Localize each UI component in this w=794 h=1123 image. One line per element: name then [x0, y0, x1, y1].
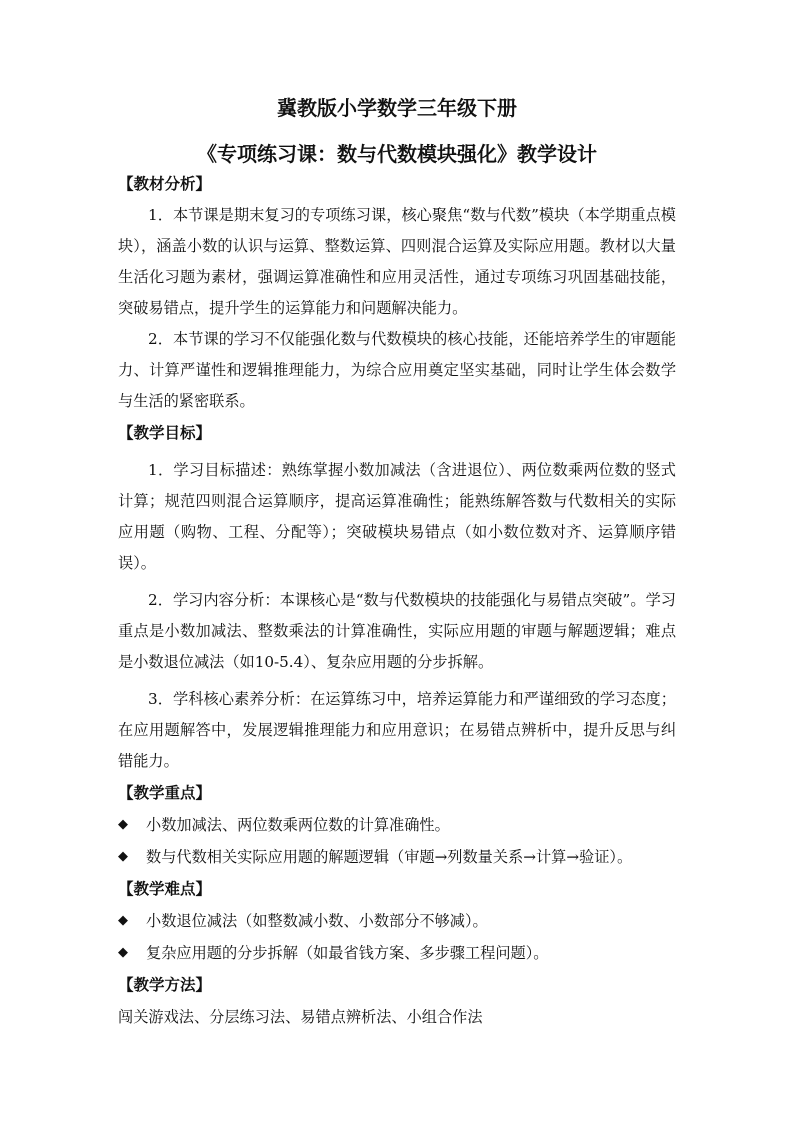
diamond-bullet-icon: ◆ — [118, 913, 128, 928]
document-title-line2: 《专项练习课：数与代数模块强化》教学设计 — [197, 142, 597, 166]
difficulty-text: 小数退位减法（如整数减小数、小数部分不够减）。 — [146, 912, 488, 930]
objectives-paragraph-3: 3．学科核心素养分析：在运算练习中，培养运算能力和严谨细致的学习态度；在应用题解答中，发展逻辑推理能力和应用意识；在易错点辨析中，提升反思与纠错能力。 — [118, 690, 676, 770]
section-heading-key-points: 【教学重点】 — [118, 783, 212, 802]
key-point-text: 数与代数相关实际应用题的解题逻辑（审题→列数量关系→计算→验证）。 — [146, 848, 633, 866]
document-title-line1: 冀教版小学数学三年级下册 — [277, 96, 517, 120]
diamond-bullet-icon: ◆ — [118, 945, 128, 960]
section-key-points — [118, 777, 676, 873]
section-methods — [118, 969, 676, 1033]
analysis-paragraph-2: 2．本节课的学习不仅能强化数与代数模块的核心技能，还能培养学生的审题能力、计算严谨性和逻辑推理能力，为综合应用奠定坚实基础，同时让学生体会数学与生活的紧密联系。 — [118, 330, 676, 410]
analysis-paragraph-1: 1．本节课是期末复习的专项练习课，核心聚焦“数与代数”模块（本学期重点模块），涵盖小数的认识与运算、整数运算、四则混合运算及实际应用题。教材以大量生活化习题为素材，强调运算准确性和应用灵活性，通过专项练习巩固基础技能，突破易错点，提升学生的运算能力和问题解决能力。 — [118, 206, 676, 317]
methods-text: 闯关游戏法、分层练习法、易错点辨析法、小组合作法 — [118, 1008, 483, 1026]
diamond-bullet-icon: ◆ — [118, 849, 128, 864]
objectives-paragraph-2: 2．学习内容分析：本课核心是“数与代数模块的技能强化与易错点突破”。学习重点是小数加减法、整数乘法的计算准确性，实际应用题的审题与解题逻辑；难点是小数退位减法（如10-5.4）、复杂应用题的分步拆解。 — [118, 591, 676, 671]
section-heading-objectives: 【教学目标】 — [118, 423, 212, 442]
key-point-item — [118, 841, 676, 873]
difficulty-item — [118, 905, 676, 937]
section-objectives — [118, 417, 676, 777]
diamond-bullet-icon: ◆ — [118, 817, 128, 832]
section-analysis — [118, 168, 676, 417]
key-point-item — [118, 809, 676, 841]
difficulty-text: 复杂应用题的分步拆解（如最省钱方案、多步骤工程问题）。 — [146, 944, 549, 962]
section-heading-methods: 【教学方法】 — [118, 975, 212, 994]
objectives-paragraph-1: 1．学习目标描述：熟练掌握小数加减法（含进退位）、两位数乘两位数的竖式计算；规范四则混合运算顺序，提高运算准确性；能熟练解答数与代数相关的实际应用题（购物、工程、分配等）；突破模块易错点（如小数位数对齐、运算顺序错误）。 — [118, 461, 676, 572]
difficulty-item — [118, 937, 676, 969]
section-difficulties — [118, 873, 676, 969]
key-point-text: 小数加减法、两位数乘两位数的计算准确性。 — [146, 816, 450, 834]
section-heading-analysis: 【教材分析】 — [118, 174, 212, 193]
section-heading-difficulties: 【教学难点】 — [118, 879, 212, 898]
